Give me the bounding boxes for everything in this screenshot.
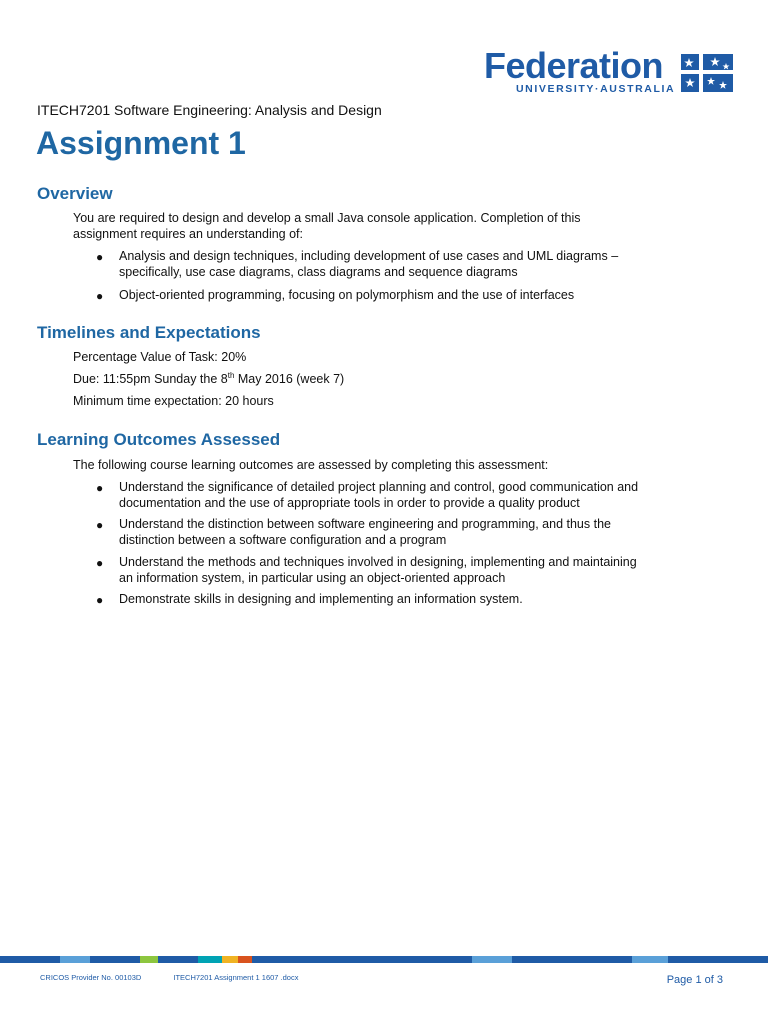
due-date-suffix: May 2016 (week 7) [234,372,345,386]
overview-intro [73,210,673,242]
outcome-bullet-3-line-1: Understand the methods and techniques involved in designing, implementing and maintaining [119,555,637,569]
outcome-bullet-4-line-1: Demonstrate skills in designing and implementing an information system. [119,592,523,606]
outcome-bullet-2-line-2: distinction between a software configuration and a program [119,533,447,547]
bullet-icon: ● [96,556,104,570]
stripe-segment [90,956,140,963]
stripe-segment [632,956,668,963]
cricos-provider: CRICOS Provider No. 00103D [40,973,142,982]
outcome-bullet-3-line-2: an information system, in particular using an object-oriented approach [119,571,506,585]
stripe-segment [60,956,90,963]
outcome-bullet-4 [119,591,679,607]
outcome-bullet-1 [119,479,679,511]
overview-intro-line-2: assignment requires an understanding of: [73,227,304,241]
overview-intro-line-1: You are required to design and develop a small Java console application. Completion of this [73,211,581,225]
outcome-bullet-2-line-1: Understand the distinction between software engineering and programming, and thus the [119,517,611,531]
overview-heading: Overview [37,184,113,203]
bullet-icon: ● [96,289,104,303]
footer-color-stripe [0,956,768,963]
timelines-heading: Timelines and Expectations [37,323,261,342]
stripe-segment [512,956,632,963]
logo-subtitle: UNIVERSITY·AUSTRALIA [516,83,676,95]
federation-logo [484,45,736,98]
percentage-value: Percentage Value of Task: 20% [73,350,247,364]
stripe-segment [252,956,472,963]
outcome-bullet-3 [119,554,679,586]
outcomes-heading: Learning Outcomes Assessed [37,430,281,449]
overview-bullet-2 [119,287,679,303]
minimum-time: Minimum time expectation: 20 hours [73,394,274,408]
stripe-segment [222,956,238,963]
overview-bullet-1-line-2: specifically, use case diagrams, class diagrams and sequence diagrams [119,265,518,279]
outcome-bullet-1-line-2: documentation and the use of appropriate tools in order to provide a quality product [119,496,580,510]
flag-emblem-icon [681,54,733,92]
stripe-segment [0,956,60,963]
outcomes-intro: The following course learning outcomes are assessed by completing this assessment: [73,458,549,472]
footer-info [40,973,298,982]
bullet-icon: ● [96,593,104,607]
overview-bullet-1 [119,248,679,280]
stripe-segment [238,956,252,963]
document-filename: ITECH7201 Assignment 1 1607 .docx [173,973,299,982]
stripe-segment [158,956,198,963]
outcome-bullet-2 [119,516,679,548]
stripe-segment [140,956,158,963]
bullet-icon: ● [96,481,104,495]
page-number: Page 1 of 3 [666,974,723,986]
outcome-bullet-1-line-1: Understand the significance of detailed project planning and control, good communication and [119,480,639,494]
page-title: Assignment 1 [36,125,246,161]
due-date [73,371,673,387]
logo-wordmark: Federation [484,45,664,86]
stripe-segment [668,956,768,963]
due-date-prefix: Due: 11:55pm Sunday the 8 [73,372,228,386]
due-date-ordinal: th [227,370,235,380]
course-name: ITECH7201 Software Engineering: Analysis and Design [37,102,382,118]
stripe-segment [198,956,222,963]
bullet-icon: ● [96,518,104,532]
overview-bullet-2-line-1: Object-oriented programming, focusing on polymorphism and the use of interfaces [119,288,575,302]
stripe-segment [472,956,512,963]
bullet-icon: ● [96,250,104,264]
overview-bullet-1-line-1: Analysis and design techniques, including development of use cases and UML diagrams – [119,249,619,263]
